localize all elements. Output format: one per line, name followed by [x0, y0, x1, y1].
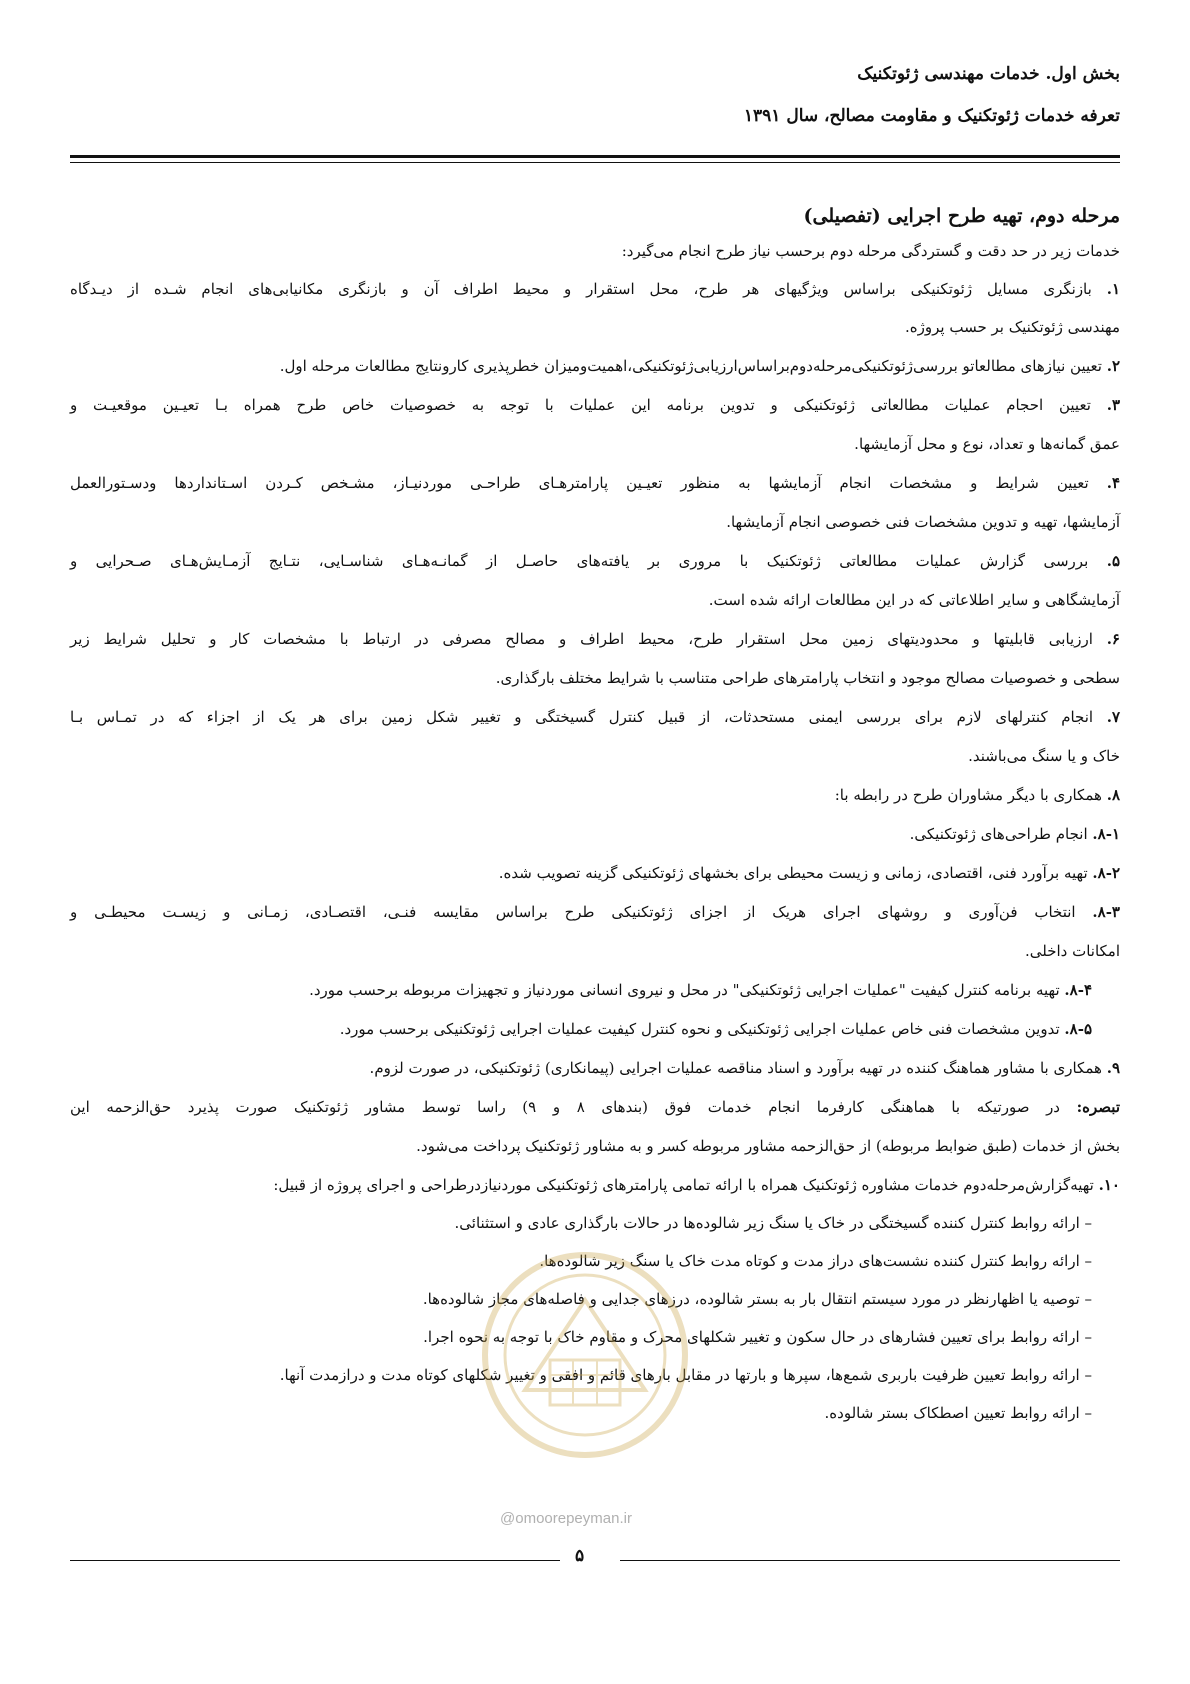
item-7-line-1 — [70, 707, 1120, 727]
item-number: ۳. — [1106, 396, 1120, 414]
item-8-3-line-2: امکانات داخلی. — [1024, 942, 1120, 960]
item-7-line-2: خاک و یا سنگ می‌باشند. — [968, 747, 1120, 765]
item-text: تعیین نیازهای مطالعاتو بررسی‌ژئوتکنیکی‌مرحله‌دوم‌براساس‌ارزیابی‌ژئوتکنیکی،اهمیت‌ومیزان خطرپذیری کارونتایج مطالعات مرحله اول. — [279, 357, 1102, 375]
item-5-line-1 — [70, 551, 1120, 571]
bullet-item: – ارائه روابط برای تعیین فشارهای در حال سکون و تغییر شکلهای محرک و مقاوم خاک با توجه به نحوه اجرا. — [423, 1328, 1092, 1346]
item-number: ۷. — [1106, 708, 1120, 726]
item-text: همکاری با دیگر مشاوران طرح در رابطه با: — [834, 786, 1102, 804]
item-number: ۸-۳. — [1092, 903, 1120, 921]
item-4-line-2: آزمایشها، تهیه و تدوین مشخصات فنی خصوصی انجام آزمایشها. — [726, 513, 1120, 531]
item-number: ۸-۴. — [1064, 981, 1092, 999]
bullet-item: – ارائه روابط کنترل کننده نشست‌های دراز مدت و کوتاه مدت خاک یا سنگ زیر شالوده‌ها. — [539, 1252, 1092, 1270]
item-number: ۶. — [1106, 630, 1120, 648]
item-number: ۴. — [1106, 474, 1120, 492]
item-10 — [273, 1175, 1120, 1195]
item-6-line-2: سطحی و خصوصیات مصالح موجود و انتخاب پارامترهای طراحی متناسب با شرایط مختلف بارگذاری. — [495, 669, 1120, 687]
item-text: بررسی گزارش عملیات مطالعاتی ژئوتکنیک با مروری بر یافته‌های حاصـل از گمانـه‌هـای شناسـایی، نتـایج آزمـایش‌هـای صـحرایی و — [70, 552, 1089, 570]
note-label: تبصره: — [1076, 1098, 1120, 1116]
watermark-emblem — [470, 1240, 700, 1470]
header-rule-thick — [70, 155, 1120, 158]
item-number: ۸-۱. — [1092, 825, 1120, 843]
item-number: ۸-۲. — [1092, 864, 1120, 882]
item-3-line-1 — [70, 395, 1120, 415]
bullet-item: – ارائه روابط کنترل کننده گسیختگی در خاک یا سنگ زیر شالوده‌ها در حالات بارگذاری عادی و استثنائی. — [454, 1214, 1092, 1232]
item-number: ۵. — [1106, 552, 1120, 570]
item-2 — [280, 356, 1120, 376]
item-9 — [370, 1058, 1120, 1078]
footer-rule-left — [70, 1560, 560, 1561]
item-text: بازنگری مسایل ژئوتکنیکی براساس ویژگیهای هر طرح، محل استقرار و محیط اطراف آن و بازنگری مکانیابی‌های انجام شـده از دیـدگاه — [70, 280, 1092, 298]
item-8 — [835, 785, 1120, 805]
item-text: تهیه برآورد فنی، اقتصادی، زمانی و زیست محیطی برای بخشهای ژئوتکنیکی گزینه تصویب شده. — [498, 864, 1088, 882]
item-text: تهیه برنامه کنترل کیفیت "عملیات اجرایی ژئوتکنیکی" در محل و نیروی انسانی موردنیاز و تجهیزات مربوطه برحسب مورد. — [309, 981, 1060, 999]
note-line-1 — [70, 1097, 1120, 1117]
item-number: ۱. — [1106, 280, 1120, 298]
note-line-2: بخش از خدمات (طبق ضوابط مربوطه) از حق‌الزحمه مشاور مربوطه کسر و به مشاور ژئوتکنیک پرداخت می‌شود. — [416, 1137, 1120, 1155]
item-text: انجام کنترلهای لازم برای بررسی ایمنی مستحدثات، از قبیل کنترل گسیختگی و تغییر شکل زمین برای هر یک از اجزاء که در تمـاس بـا — [70, 708, 1094, 726]
item-number: ۸. — [1106, 786, 1120, 804]
item-8-2 — [499, 863, 1120, 883]
item-number: ۲. — [1106, 357, 1120, 375]
note-text: در صورتیکه با هماهنگی کارفرما انجام خدمات فوق (بندهای ۸ و ۹) راسا توسط مشاور ژئوتکنیک صورت پذیرد حق‌الزحمه این — [70, 1098, 1060, 1116]
item-text: تعیین احجام عملیات مطالعاتی ژئوتکنیکی و تدوین برنامه این عملیات با توجه به خصوصیات خاص طرح همراه بـا تعیـین موقعیـت و — [70, 396, 1091, 414]
section-title: مرحله دوم، تهیه طرح اجرایی (تفصیلی) — [803, 205, 1120, 227]
item-number: ۸-۵. — [1064, 1020, 1092, 1038]
item-1-line-1 — [70, 279, 1120, 299]
bullet-item: – ارائه روابط تعیین اصطکاک بستر شالوده. — [824, 1404, 1092, 1422]
item-1-line-2: مهندسی ژئوتکنیک بر حسب پروژه. — [905, 318, 1120, 336]
item-text: ارزیابی قابلیتها و محدودیتهای زمین محل استقرار طرح، محیط اطراف و مصالح مصرفی در ارتباط با مشخصات کار و تحلیل شرایط زیر — [70, 630, 1093, 648]
item-8-3-line-1 — [70, 902, 1120, 922]
item-5-line-2: آزمایشگاهی و سایر اطلاعاتی که در این مطالعات ارائه شده است. — [708, 591, 1120, 609]
bullet-item: – توصیه یا اظهارنظر در مورد سیستم انتقال بار به بستر شالوده، درزهای جدایی و فاصله‌های مجاز شالوده‌ها. — [422, 1290, 1092, 1308]
item-text: همکاری با مشاور هماهنگ کننده در تهیه برآورد و اسناد مناقصه عملیات اجرایی (پیمانکاری) ژئوتکنیکی، در صورت لزوم. — [369, 1059, 1102, 1077]
item-text: انجام طراحی‌های ژئوتکنیکی. — [909, 825, 1088, 843]
item-text: تدوین مشخصات فنی خاص عملیات اجرایی ژئوتکنیکی و نحوه کنترل کیفیت عملیات اجرایی ژئوتکنیکی برحسب مورد. — [339, 1020, 1060, 1038]
header-book-title: تعرفه خدمات ژئوتکنیک و مقاومت مصالح، سال ۱۳۹۱ — [743, 106, 1120, 126]
item-text: تعیین شرایط و مشخصات انجام آزمایشها به منظور تعیـین پارامترهـای طراحـی موردنیـاز، مشـخص کـردن اسـتانداردها ودسـتورالعمل — [70, 474, 1089, 492]
header-part-title: بخش اول. خدمات مهندسی ژئوتکنیک — [857, 64, 1120, 84]
item-4-line-1 — [70, 473, 1120, 493]
item-text: انتخاب فن‌آوری و روشهای اجرای هریک از اجزای ژئوتکنیکی طرح براساس مقایسه فنـی، اقتصـادی، زمـانی و زیسـت محیطـی و — [70, 903, 1076, 921]
item-8-5 — [340, 1019, 1092, 1039]
section-intro: خدمات زیر در حد دقت و گستردگی مرحله دوم برحسب نیاز طرح انجام می‌گیرد: — [621, 242, 1120, 260]
header-rule-thin — [70, 162, 1120, 163]
item-number: ۱۰. — [1098, 1176, 1120, 1194]
item-number: ۹. — [1106, 1059, 1120, 1077]
item-8-1 — [910, 824, 1120, 844]
page-number: ۵ — [575, 1546, 585, 1566]
item-text: تهیه‌گزارش‌مرحله‌دوم خدمات مشاوره ژئوتکنیک همراه با ارائه تمامی پارامترهای ژئوتکنیکی موردنیازدرطراحی و اجرای پروژه از قبیل: — [273, 1176, 1094, 1194]
item-6-line-1 — [70, 629, 1120, 649]
footer-rule-right — [620, 1560, 1120, 1561]
watermark-site: @omoorepeyman.ir — [500, 1510, 632, 1527]
item-3-line-2: عمق گمانه‌ها و تعداد، نوع و محل آزمایشها. — [854, 435, 1120, 453]
item-8-4 — [309, 980, 1092, 1000]
bullet-item: – ارائه روابط تعیین ظرفیت باربری شمع‌ها، سپرها و بارتها در مقابل بارهای قائم و افقی و تغییر شکلهای کوتاه مدت و درازمدت آنها. — [279, 1366, 1092, 1384]
